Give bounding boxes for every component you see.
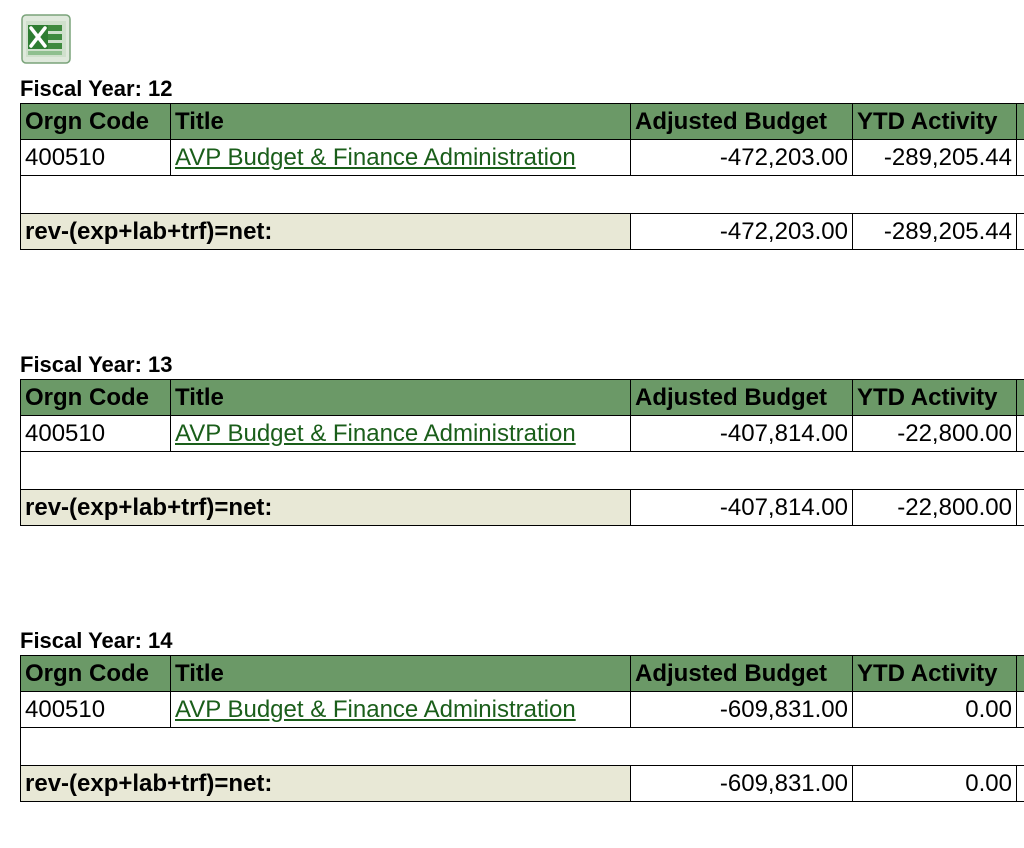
net-label: rev-(exp+lab+trf)=net:	[21, 766, 631, 802]
adjusted-budget-cell: -472,203.00	[631, 140, 853, 176]
table-header-row	[21, 104, 1024, 140]
spacer-row	[21, 452, 1024, 490]
budget-table	[20, 379, 1024, 526]
header-title: Title	[171, 656, 631, 692]
spacer-cell	[21, 176, 1024, 214]
net-row	[21, 214, 1024, 250]
net-ytd-activity: 0.00	[853, 766, 1017, 802]
table-row	[21, 692, 1024, 728]
extra-cell	[1017, 490, 1024, 526]
net-adjusted-budget: -407,814.00	[631, 490, 853, 526]
title-link[interactable]: AVP Budget & Finance Administration	[175, 695, 576, 723]
ytd-activity-cell: -289,205.44	[853, 140, 1017, 176]
header-adjusted-budget: Adjusted Budget	[631, 104, 853, 140]
orgn-code-cell: 400510	[21, 692, 171, 728]
fiscal-year-section-14	[20, 627, 1024, 802]
table-row	[21, 140, 1024, 176]
header-ytd-activity: YTD Activity	[853, 380, 1017, 416]
header-extra	[1017, 380, 1024, 416]
excel-export-icon[interactable]	[20, 13, 72, 65]
extra-cell	[1017, 140, 1024, 176]
extra-cell	[1017, 416, 1024, 452]
adjusted-budget-cell: -407,814.00	[631, 416, 853, 452]
net-label: rev-(exp+lab+trf)=net:	[21, 490, 631, 526]
fiscal-year-section-12	[20, 75, 1024, 250]
net-ytd-activity: -289,205.44	[853, 214, 1017, 250]
header-extra	[1017, 656, 1024, 692]
adjusted-budget-cell: -609,831.00	[631, 692, 853, 728]
header-ytd-activity: YTD Activity	[853, 656, 1017, 692]
header-adjusted-budget: Adjusted Budget	[631, 656, 853, 692]
title-cell	[171, 416, 631, 452]
ytd-activity-cell: 0.00	[853, 692, 1017, 728]
budget-table	[20, 655, 1024, 802]
header-extra	[1017, 104, 1024, 140]
header-title: Title	[171, 104, 631, 140]
table-header-row	[21, 656, 1024, 692]
table-header-row	[21, 380, 1024, 416]
header-title: Title	[171, 380, 631, 416]
net-ytd-activity: -22,800.00	[853, 490, 1017, 526]
header-orgn-code: Orgn Code	[21, 656, 171, 692]
spacer-row	[21, 728, 1024, 766]
orgn-code-cell: 400510	[21, 140, 171, 176]
budget-table	[20, 103, 1024, 250]
title-cell	[171, 692, 631, 728]
title-cell	[171, 140, 631, 176]
fiscal-year-title: Fiscal Year: 14	[20, 628, 173, 653]
spacer-row	[21, 176, 1024, 214]
extra-cell	[1017, 214, 1024, 250]
header-ytd-activity: YTD Activity	[853, 104, 1017, 140]
ytd-activity-cell: -22,800.00	[853, 416, 1017, 452]
net-adjusted-budget: -472,203.00	[631, 214, 853, 250]
net-adjusted-budget: -609,831.00	[631, 766, 853, 802]
title-link[interactable]: AVP Budget & Finance Administration	[175, 419, 576, 447]
header-orgn-code: Orgn Code	[21, 104, 171, 140]
extra-cell	[1017, 766, 1024, 802]
title-link[interactable]: AVP Budget & Finance Administration	[175, 143, 576, 171]
fiscal-year-section-13	[20, 351, 1024, 526]
header-orgn-code: Orgn Code	[21, 380, 171, 416]
orgn-code-cell: 400510	[21, 416, 171, 452]
extra-cell	[1017, 692, 1024, 728]
net-label: rev-(exp+lab+trf)=net:	[21, 214, 631, 250]
fiscal-year-title: Fiscal Year: 13	[20, 352, 173, 377]
spacer-cell	[21, 452, 1024, 490]
table-row	[21, 416, 1024, 452]
net-row	[21, 490, 1024, 526]
header-adjusted-budget: Adjusted Budget	[631, 380, 853, 416]
net-row	[21, 766, 1024, 802]
fiscal-year-title: Fiscal Year: 12	[20, 76, 173, 101]
spacer-cell	[21, 728, 1024, 766]
